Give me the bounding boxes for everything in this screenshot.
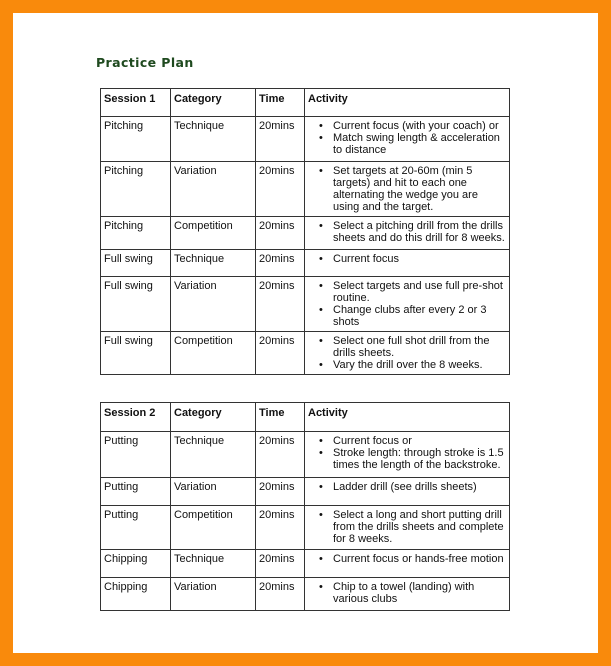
session-cell: Chipping xyxy=(101,578,171,611)
time-cell: 20mins xyxy=(256,217,305,250)
activity-cell xyxy=(305,332,510,375)
category-cell: Technique xyxy=(171,550,256,578)
category-cell: Technique xyxy=(171,250,256,277)
time-cell: 20mins xyxy=(256,506,305,550)
header-session: Session 2 xyxy=(101,403,171,432)
table-row xyxy=(101,432,510,478)
activity-cell xyxy=(305,506,510,550)
table-row xyxy=(101,277,510,332)
activity-item: • Stroke length: through stroke is 1.5 times the length of the backstroke. xyxy=(333,447,506,471)
activity-item: • Select targets and use full pre-shot routine. xyxy=(333,280,506,304)
activity-item: • Select a pitching drill from the drills sheets and do this drill for 8 weeks. xyxy=(333,220,506,244)
activity-cell xyxy=(305,432,510,478)
table-header-row xyxy=(101,89,510,117)
session-cell: Pitching xyxy=(101,217,171,250)
activity-list xyxy=(308,280,506,328)
activity-item: • Current focus or hands-free motion xyxy=(333,553,506,565)
activity-cell xyxy=(305,277,510,332)
activity-list xyxy=(308,553,506,565)
time-cell: 20mins xyxy=(256,432,305,478)
activity-list xyxy=(308,481,506,493)
activity-item: • Ladder drill (see drills sheets) xyxy=(333,481,506,493)
category-cell: Technique xyxy=(171,432,256,478)
activity-list xyxy=(308,335,506,371)
header-session: Session 1 xyxy=(101,89,171,117)
time-cell: 20mins xyxy=(256,277,305,332)
category-cell: Competition xyxy=(171,217,256,250)
activity-item: • Current focus (with your coach) or xyxy=(333,120,506,132)
time-cell: 20mins xyxy=(256,332,305,375)
activity-item: • Current focus xyxy=(333,253,506,265)
header-time: Time xyxy=(256,89,305,117)
session-cell: Pitching xyxy=(101,162,171,217)
header-activity: Activity xyxy=(305,89,510,117)
header-activity: Activity xyxy=(305,403,510,432)
time-cell: 20mins xyxy=(256,117,305,162)
page-title: Practice Plan xyxy=(96,55,194,70)
activity-cell xyxy=(305,550,510,578)
session-cell: Full swing xyxy=(101,277,171,332)
session-cell: Pitching xyxy=(101,117,171,162)
table-row xyxy=(101,550,510,578)
activity-item: • Change clubs after every 2 or 3 shots xyxy=(333,304,506,328)
category-cell: Technique xyxy=(171,117,256,162)
table-row xyxy=(101,578,510,611)
session-cell: Putting xyxy=(101,478,171,506)
activity-cell xyxy=(305,578,510,611)
activity-cell xyxy=(305,217,510,250)
table-row xyxy=(101,478,510,506)
session-cell: Putting xyxy=(101,506,171,550)
category-cell: Variation xyxy=(171,478,256,506)
table-row xyxy=(101,250,510,277)
table-row xyxy=(101,162,510,217)
header-category: Category xyxy=(171,403,256,432)
header-category: Category xyxy=(171,89,256,117)
activity-list xyxy=(308,509,506,545)
time-cell: 20mins xyxy=(256,550,305,578)
session-cell: Putting xyxy=(101,432,171,478)
table-row xyxy=(101,117,510,162)
time-cell: 20mins xyxy=(256,250,305,277)
activity-item: • Select a long and short putting drill from the drills sheets and complete for 8 weeks. xyxy=(333,509,506,545)
activity-cell xyxy=(305,162,510,217)
table-row xyxy=(101,217,510,250)
activity-cell xyxy=(305,250,510,277)
activity-list xyxy=(308,435,506,471)
table-header-row xyxy=(101,403,510,432)
activity-cell xyxy=(305,117,510,162)
session-cell: Full swing xyxy=(101,250,171,277)
activity-item: • Set targets at 20-60m (min 5 targets) and hit to each one alternating the wedge you are using and the target. xyxy=(333,165,506,213)
activity-list xyxy=(308,253,506,265)
activity-list xyxy=(308,220,506,244)
time-cell: 20mins xyxy=(256,478,305,506)
session-cell: Chipping xyxy=(101,550,171,578)
table-row xyxy=(101,506,510,550)
category-cell: Variation xyxy=(171,578,256,611)
session-2-table xyxy=(100,402,510,611)
document-page xyxy=(13,13,598,653)
header-time: Time xyxy=(256,403,305,432)
category-cell: Variation xyxy=(171,162,256,217)
activity-item: • Current focus or xyxy=(333,435,506,447)
session-1-table xyxy=(100,88,510,375)
table-row xyxy=(101,332,510,375)
activity-item: • Select one full shot drill from the drills sheets. xyxy=(333,335,506,359)
activity-list xyxy=(308,165,506,213)
activity-list xyxy=(308,120,506,156)
activity-item: • Match swing length & acceleration to distance xyxy=(333,132,506,156)
activity-cell xyxy=(305,478,510,506)
category-cell: Variation xyxy=(171,277,256,332)
category-cell: Competition xyxy=(171,506,256,550)
category-cell: Competition xyxy=(171,332,256,375)
time-cell: 20mins xyxy=(256,162,305,217)
activity-item: • Vary the drill over the 8 weeks. xyxy=(333,359,506,371)
time-cell: 20mins xyxy=(256,578,305,611)
activity-list xyxy=(308,581,506,605)
session-cell: Full swing xyxy=(101,332,171,375)
activity-item: • Chip to a towel (landing) with various clubs xyxy=(333,581,506,605)
